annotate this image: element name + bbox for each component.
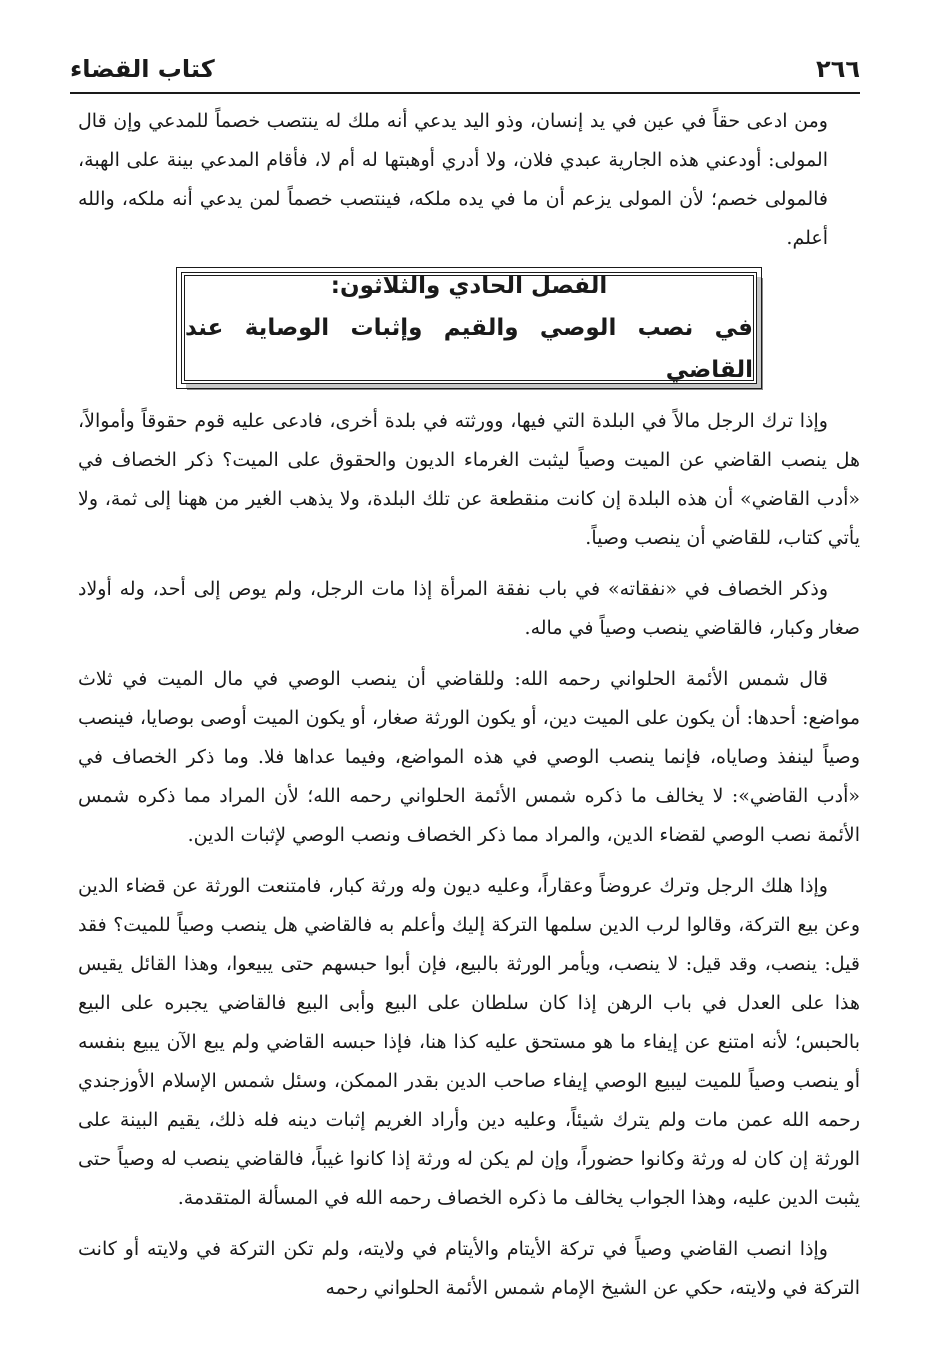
body-paragraph: وذكر الخصاف في «نفقاته» في باب نفقة المرأة إذا مات الرجل، ولم يوص إلى أحد، وله أولاد صغار وكبار، فالقاضي ينصب وصياً في ماله.: [78, 578, 860, 639]
body-paragraph: وإذا انصب القاضي وصياً في تركة الأيتام والأيتام في ولايته، ولم تكن التركة في ولايته أو كانت التركة في ولايته، حكي عن الشيخ الإمام شمس الأئمة الحلواني رحمه: [78, 1238, 860, 1299]
chapter-heading-box: [78, 272, 860, 384]
body-paragraph: وإذا هلك الرجل وترك عروضاً وعقاراً، وعليه ديون وله ورثة كبار، فامتنعت الورثة عن قضاء الدين وعن بيع التركة، وقالوا لرب الدين سلمها التركة إليك وأعلم به فالقاضي هل ينصب وصياً للميت؟ فقد قيل: ينصب، وقد قيل: لا ينصب، ويأمر الورثة بالبيع، فإن أبوا حبسهم حتى يبيعوا، وهذا القائل يقيس هذا على العدل في باب الرهن إذا كان سلطان على البيع وأبى البيع فالقاضي يجبره على البيع بالحبس؛ لأنه امتنع عن إيفاء ما هو مستحق عليه كذا هنا، فإذا حبسه القاضي ولم يبع الآن يبيع بنفسه أو ينصب وصياً للميت ليبيع الوصي إيفاء صاحب الدين بقدر الممكن، وسئل شمس الإسلام الأوزجندي رحمه الله عمن مات ولم يترك شيئاً، وعليه دين وأراد الغريم إثبات دينه فله ذلك، يقيم البينة على الورثة إن كان له ورثة وكانوا حضوراً، وإن لم يكن له ورثة إذا كانوا غيباً، فالقاضي ينصب له وصياً حتى يثبت الدين عليه، وهذا الجواب يخالف ما ذكره الخصاف رحمه الله في المسألة المتقدمة.: [78, 875, 860, 1209]
body-paragraph: قال شمس الأئمة الحلواني رحمه الله: وللقاضي أن ينصب الوصي في مال الميت في ثلاث مواضع: أحدها: أن يكون على الميت دين، أو يكون الورثة صغار، أو يكون الميت أوصى بوصايا، فينصب وصياً لينفذ وصاياه، فإنما ينصب الوصي في هذه المواضع، وفيما عداها فلا. وما ذكر الخصاف في «أدب القاضي»: لا يخالف ما ذكره شمس الأئمة الحلواني رحمه الله؛ لأن المراد مما ذكره شمس الأئمة نصب الوصي لقضاء الدين، والمراد مما ذكر الخصاف ونصب الوصي لإثبات الدين.: [78, 668, 860, 846]
book-title: كتاب القضاء: [70, 55, 215, 83]
chapter-frame: [181, 272, 757, 384]
body-paragraph: وإذا ترك الرجل مالاً في البلدة التي فيها، وورثته في بلدة أخرى، فادعى عليه قوم حقوقاً وأموالاً، هل ينصب القاضي عن الميت وصياً ليثبت الغرماء الديون والحقوق على الميت؟ ذكر الخصاف في «أدب القاضي» أن هذه البلدة إن كانت منقطعة عن تلك البلدة، ولا يذهب الغير من ههنا إلى ثمة، ولا يأتي كتاب، للقاضي أن ينصب وصياً.: [78, 410, 860, 549]
chapter-subject-title: في نصب الوصي والقيم وإثبات الوصاية عند القاضي: [185, 315, 753, 383]
page-header: [70, 46, 860, 94]
page-body: [78, 102, 860, 1320]
intro-paragraph: ومن ادعى حقاً في عين في يد إنسان، وذو اليد يدعي أنه ملك له ينتصب خصماً للمدعي وإن قال المولى: أودعني هذه الجارية عبدي فلان، ولا أدري أوهبتها له أم لا، فأقام المدعي بينة على الهبة، فالمولى خصم؛ لأن المولى يزعم أن ما في يده ملكه، فينتصب خصماً لمن يدعي أنه ملكه، والله أعلم.: [78, 110, 828, 249]
page-number: ٢٦٦: [816, 55, 860, 83]
chapter-number-title: الفصل الحادي والثلاثون:: [330, 273, 608, 299]
